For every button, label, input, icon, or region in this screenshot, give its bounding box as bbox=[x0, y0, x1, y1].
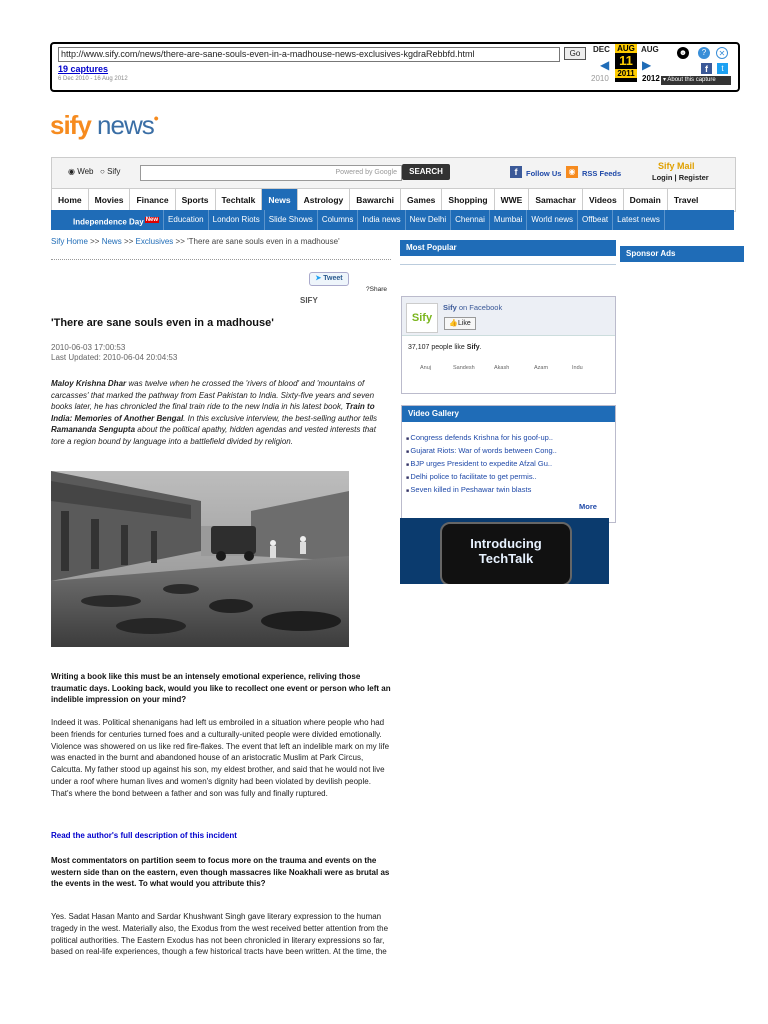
subnav-latest-news[interactable] bbox=[613, 210, 665, 230]
rss-icon[interactable]: ◉ bbox=[566, 166, 578, 178]
article-title: 'There are sane souls even in a madhouse' bbox=[51, 317, 274, 329]
article-photo bbox=[51, 471, 349, 647]
wayback-about-button[interactable]: ▾ About this capture bbox=[661, 76, 731, 85]
techtalk-banner[interactable] bbox=[400, 518, 609, 584]
radio-web[interactable]: ◉ Web bbox=[68, 167, 94, 176]
nav-videos[interactable]: Videos bbox=[583, 189, 624, 211]
nav-wwe[interactable]: WWE bbox=[495, 189, 530, 211]
twitter-bird-icon: ➤ bbox=[315, 275, 322, 282]
logo-sify: sify bbox=[50, 110, 91, 140]
subnav-chennai[interactable] bbox=[451, 210, 490, 230]
nav-samachar[interactable]: Samachar bbox=[529, 189, 583, 211]
prev-arrow-icon[interactable]: ◀ bbox=[600, 58, 610, 72]
wayback-cur-month: AUG bbox=[615, 44, 637, 53]
nav-travel[interactable]: Travel bbox=[673, 195, 699, 205]
wayback-next-year: 2012 bbox=[642, 74, 660, 83]
banner-line-2: TechTalk bbox=[478, 551, 534, 566]
subnav-education[interactable] bbox=[164, 210, 209, 230]
fb-face-name[interactable]: Sandesh bbox=[453, 365, 475, 371]
subnav-label: Latest news bbox=[617, 215, 660, 224]
answer-2: Yes. Sadat Hasan Manto and Sardar Khushwant Singh gave literary expression to the human tragedy in the west. Materially also, the Exodus from the west received better attention from the political authorities. The Eastern Exodus has not been chronicled in literary expressions so far, based on real-life experiences, though a few historical tracts have been written. At the time, the bbox=[51, 912, 389, 957]
most-popular-header[interactable]: Most Popular bbox=[400, 240, 616, 256]
rss-feeds-link[interactable]: RSS Feeds bbox=[582, 169, 622, 178]
subnav-label: Offbeat bbox=[582, 215, 609, 224]
user-icon[interactable]: ☻ bbox=[678, 48, 688, 57]
share-button[interactable]: ?Share bbox=[366, 286, 387, 293]
fb-face-name[interactable]: Indu bbox=[572, 365, 583, 371]
subnav-label: London Riots bbox=[212, 215, 260, 224]
facebook-icon[interactable]: f bbox=[701, 63, 712, 74]
tweet-button[interactable] bbox=[309, 272, 349, 286]
facebook-widget-header bbox=[402, 297, 615, 336]
wayback-url-input[interactable]: http://www.sify.com/news/there-are-sane-souls-even-in-a-madhouse-news-exclusives-kgdraRebbfd.html bbox=[58, 47, 560, 62]
register-link[interactable]: Register bbox=[678, 173, 709, 182]
breadcrumb-current: 'There are sane souls even in a madhouse' bbox=[187, 237, 340, 246]
wayback-next-month[interactable]: AUG bbox=[641, 45, 659, 54]
subnav-label: India news bbox=[362, 215, 401, 224]
sponsor-ads-header: Sponsor Ads bbox=[620, 246, 744, 262]
subnav-mumbai[interactable] bbox=[490, 210, 527, 230]
divider bbox=[51, 259, 391, 260]
subnav-new-delhi[interactable] bbox=[406, 210, 451, 230]
subnav-label: World news bbox=[531, 215, 574, 224]
radio-sify[interactable]: ○ Sify bbox=[100, 167, 121, 176]
facebook-widget bbox=[401, 296, 616, 394]
breadcrumb-news[interactable]: News bbox=[101, 237, 122, 246]
breadcrumb: Sify Home >> News >> Exclusives >> 'There are sane souls even in a madhouse' bbox=[51, 237, 340, 246]
logo-dot-icon: • bbox=[153, 110, 158, 126]
breadcrumb-home[interactable]: Sify Home bbox=[51, 237, 88, 246]
video-link[interactable]: ■ Gujarat Riots: War of words between Cong.. bbox=[406, 446, 557, 455]
phone-icon bbox=[440, 522, 572, 584]
video-link[interactable]: ■ Seven killed in Peshawar twin blasts bbox=[406, 485, 531, 494]
help-icon[interactable]: ? bbox=[698, 47, 710, 59]
fb-on: on Facebook bbox=[458, 303, 503, 312]
login-link[interactable]: Login bbox=[652, 173, 673, 182]
article-byline: SIFY bbox=[300, 296, 318, 305]
search-bar bbox=[51, 157, 736, 189]
close-icon[interactable]: ✕ bbox=[716, 47, 728, 59]
nav-bawarchi[interactable]: Bawarchi bbox=[350, 189, 401, 211]
wayback-captures-link[interactable]: 19 captures bbox=[58, 64, 109, 74]
new-badge: New bbox=[145, 217, 159, 223]
video-gallery-header[interactable]: Video Gallery bbox=[402, 406, 615, 422]
question-1: Writing a book like this must be an intensely emotional experience, reliving those traumatic days. Looking back, would you like to recollect one event or person who left an indelible impression on your mind? bbox=[51, 672, 391, 704]
subnav-label: Columns bbox=[321, 215, 354, 224]
article-intro bbox=[51, 378, 391, 448]
search-input[interactable]: Powered by Google bbox=[140, 165, 402, 181]
nav-news[interactable]: News bbox=[262, 189, 297, 211]
video-link[interactable]: ■ Congress defends Krishna for his goof-up.. bbox=[406, 433, 553, 442]
subnav-label: New Delhi bbox=[409, 215, 447, 224]
fb-like-button[interactable] bbox=[444, 317, 476, 330]
wayback-go-button[interactable]: Go bbox=[564, 47, 586, 60]
wayback-prev-year: 2010 bbox=[591, 74, 609, 83]
read-full-description-link[interactable]: Read the author's full description of this incident bbox=[51, 831, 237, 840]
follow-us-link[interactable]: Follow Us bbox=[526, 169, 562, 178]
video-link[interactable]: ■ BJP urges President to expedite Afzal Gu.. bbox=[406, 459, 552, 468]
subnav-label: Chennai bbox=[455, 215, 485, 224]
street-photo-icon bbox=[51, 471, 349, 647]
subnav-offbeat[interactable] bbox=[578, 210, 613, 230]
thumbs-up-icon: 👍 bbox=[449, 320, 458, 327]
fb-face-name[interactable]: Azam bbox=[534, 365, 549, 371]
video-link[interactable]: ■ Delhi police to facilitate to get permis.. bbox=[406, 472, 537, 481]
subnav-label: Education bbox=[168, 215, 204, 224]
sify-fb-logo[interactable]: Sify bbox=[406, 303, 438, 333]
fb-face-name[interactable]: Akash bbox=[494, 365, 510, 371]
subnav-label: Mumbai bbox=[493, 215, 523, 224]
intro-interviewer: Ramananda Sengupta bbox=[51, 425, 136, 435]
video-more-link[interactable]: More bbox=[579, 502, 597, 511]
most-popular-divider bbox=[400, 264, 616, 265]
share-label: Share bbox=[369, 286, 387, 293]
subnav-india-news[interactable] bbox=[358, 210, 405, 230]
main-nav bbox=[51, 188, 736, 212]
wayback-prev-month[interactable]: DEC bbox=[593, 45, 610, 54]
sub-nav bbox=[51, 210, 734, 230]
intro-text-1: was twelve when he crossed the 'rivers of blood' and 'mountains of carcasses' that marked the pathway from East Pakistan to India. Sixty-five years and seven books later, he has chronicled the final train ride to the new India in his latest book, bbox=[51, 379, 375, 412]
nav-movies[interactable]: Movies bbox=[89, 189, 131, 211]
fb-like-count: 37,107 people like Sify. bbox=[408, 344, 482, 351]
nav-home[interactable]: Home bbox=[52, 189, 89, 211]
fb-like-label: Like bbox=[457, 320, 471, 327]
nav-finance[interactable]: Finance bbox=[130, 189, 175, 211]
published-date: 2010-06-03 17:00:53 bbox=[51, 343, 126, 352]
wayback-cur-day: 11 bbox=[619, 53, 633, 68]
updated-date: Last Updated: 2010-06-04 20:04:53 bbox=[51, 353, 178, 362]
answer-1: Indeed it was. Political shenanigans had left us embroiled in a situation where people who had been friends for centuries turned foes and a culturally-united people were divided emotionally. Violence was showered on us like red fire-flakes. The event that left an indelible mark on my life was enacted in the burnt and abandoned house of an aristocratic Muslim at Park Circus, Calcutta. My father stood up against his son, my eldest brother, and said that he would not live under a roof where human lives and women's dignity had been violated by devilish people. That's where the bond between a father and son was fully and finally ruptured. bbox=[51, 718, 390, 798]
next-arrow-icon[interactable]: ▶ bbox=[642, 58, 652, 72]
mail-login-row: Login | Register bbox=[652, 173, 709, 182]
intro-text-3: about the political apathy, hidden agendas and vested interests that tore a region bound by language into a battlefield divided by religion. bbox=[51, 425, 376, 446]
wayback-current-capture bbox=[615, 44, 637, 82]
logo-news: news bbox=[97, 110, 154, 140]
fb-count-name: Sify bbox=[466, 344, 480, 351]
intro-author: Maloy Krishna Dhar bbox=[51, 379, 127, 388]
question-2: Most commentators on partition seem to focus more on the trauma and events on the western side than on the eastern, even though massacres like Noakhali were as brutal as the events in the west. To what would you attribute this? bbox=[51, 856, 390, 888]
search-button[interactable]: SEARCH bbox=[402, 164, 450, 180]
wayback-toolbar bbox=[50, 42, 740, 92]
fb-page-name[interactable] bbox=[443, 303, 502, 312]
banner-line-1: Introducing bbox=[470, 536, 542, 551]
sify-mail-title[interactable]: Sify Mail bbox=[658, 161, 695, 171]
wayback-cur-year: 2011 bbox=[615, 69, 637, 78]
wayback-range: 6 Dec 2010 - 16 Aug 2012 bbox=[58, 76, 128, 82]
nav-techtalk[interactable]: Techtalk bbox=[216, 189, 263, 211]
tweet-label: Tweet bbox=[323, 275, 343, 282]
subnav-london-riots[interactable] bbox=[209, 210, 265, 230]
video-gallery bbox=[401, 405, 616, 523]
nav-astrology[interactable]: Astrology bbox=[298, 189, 351, 211]
wayback-about-label: About this capture bbox=[667, 77, 716, 83]
intro-text-2: . In this exclusive interview, the best-selling author tells bbox=[183, 413, 378, 423]
nav-shopping[interactable]: Shopping bbox=[442, 189, 494, 211]
subnav-slide-shows[interactable] bbox=[265, 210, 318, 230]
breadcrumb-section[interactable]: Exclusives bbox=[135, 237, 174, 246]
intro-book: Train to India: Memories of Another Bengal bbox=[51, 402, 375, 423]
nav-domain[interactable]: Domain bbox=[624, 189, 668, 211]
facebook-follow-icon[interactable]: f bbox=[510, 166, 522, 178]
radio-web-label: Web bbox=[77, 167, 94, 176]
subnav-columns[interactable] bbox=[318, 210, 359, 230]
subnav-label: Slide Shows bbox=[268, 215, 313, 224]
twitter-icon[interactable]: t bbox=[717, 63, 728, 74]
nav-games[interactable]: Games bbox=[401, 189, 442, 211]
nav-sports[interactable]: Sports bbox=[176, 189, 216, 211]
fb-count-text: 37,107 people like bbox=[408, 344, 467, 351]
subnav-independence-day[interactable] bbox=[51, 210, 164, 230]
article-dates bbox=[51, 343, 177, 363]
fb-name: Sify bbox=[443, 303, 457, 312]
subnav-label: Independence Day bbox=[73, 217, 144, 227]
subnav-world-news[interactable] bbox=[527, 210, 578, 230]
fb-face-name[interactable]: Anuj bbox=[420, 365, 432, 371]
sify-news-logo[interactable] bbox=[50, 110, 158, 141]
radio-sify-label: Sify bbox=[107, 167, 121, 176]
